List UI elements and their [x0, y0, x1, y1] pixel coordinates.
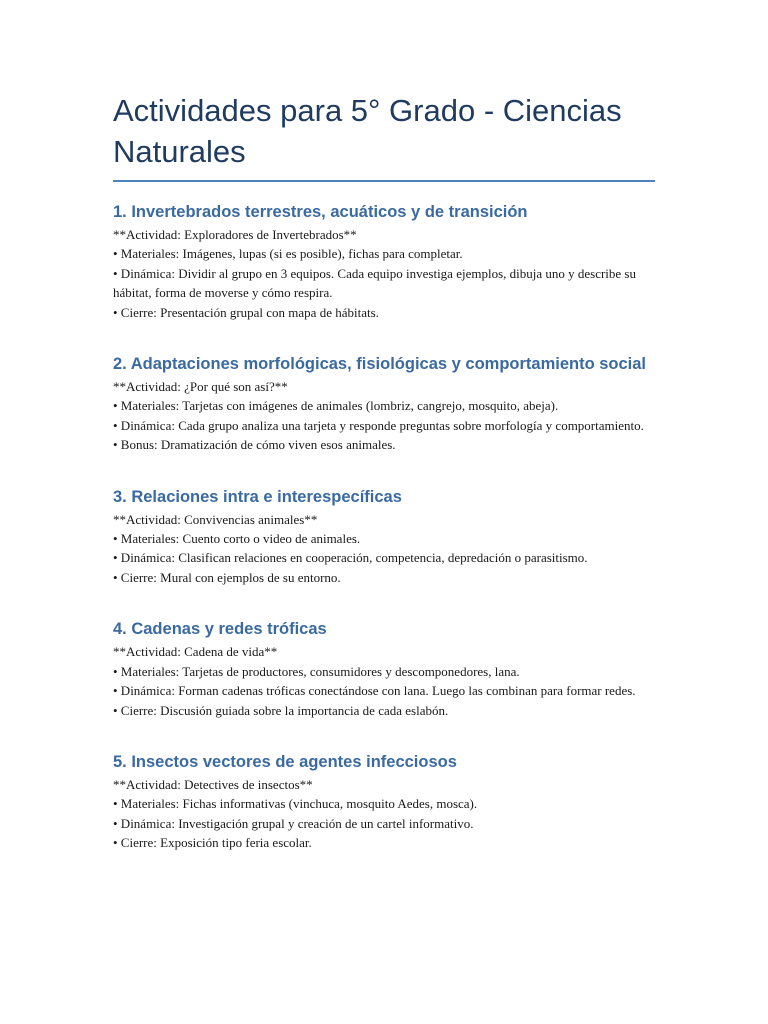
dynamics-line: • Dinámica: Forman cadenas tróficas conectándose con lana. Luego las combinan para formar redes.	[113, 683, 636, 699]
page-title: Actividades para 5° Grado - Ciencias Naturales	[113, 90, 655, 182]
section-body	[113, 225, 655, 322]
materials-line: • Materiales: Tarjetas de productores, consumidores y descomponedores, lana.	[113, 663, 520, 679]
section-body	[113, 775, 655, 853]
section-cadenas	[113, 618, 658, 720]
section-heading: 4. Cadenas y redes tróficas	[113, 620, 327, 639]
closing-line: • Cierre: Exposición tipo feria escolar.	[113, 835, 312, 851]
dynamics-line: • Dinámica: Investigación grupal y creación de un cartel informativo.	[113, 815, 474, 831]
dynamics-line: • Dinámica: Cada grupo analiza una tarjeta y responde preguntas sobre morfología y comportamiento.	[113, 417, 644, 433]
section-heading: 3. Relaciones intra e interespecíficas	[113, 487, 402, 506]
section-heading: 2. Adaptaciones morfológicas, fisiológicas y comportamiento social	[113, 355, 647, 374]
materials-line: • Materiales: Cuento corto o video de animales.	[113, 531, 361, 547]
section-insectos	[113, 751, 658, 853]
closing-line: • Cierre: Discusión guiada sobre la importancia de cada eslabón.	[113, 702, 449, 718]
activity-line: **Actividad: Exploradores de Invertebrados**	[113, 227, 357, 242]
section-relaciones	[113, 486, 658, 588]
activity-line: **Actividad: ¿Por qué son así?**	[113, 379, 288, 395]
section-body	[113, 510, 655, 588]
activity-line: **Actividad: Cadena de vida**	[113, 644, 278, 660]
section-invertebrados	[113, 201, 658, 322]
activity-line: **Actividad: Convivencias animales**	[113, 511, 318, 527]
section-body	[113, 642, 655, 720]
section-body	[113, 377, 655, 455]
materials-line: • Materiales: Tarjetas con imágenes de animales (lombriz, cangrejo, mosquito, abeja).	[113, 398, 559, 414]
activity-line: **Actividad: Detectives de insectos**	[113, 776, 313, 792]
section-heading: 1. Invertebrados terrestres, acuáticos y de transición	[113, 203, 528, 221]
dynamics-line: • Dinámica: Dividir al grupo en 3 equipos. Cada equipo investiga ejemplos, dibuja uno y describe su hábitat, forma de moverse y cómo respira.	[113, 265, 636, 301]
closing-line: • Cierre: Presentación grupal con mapa de hábitats.	[113, 304, 379, 320]
closing-line: • Cierre: Mural con ejemplos de su entorno.	[113, 569, 341, 585]
dynamics-line: • Dinámica: Clasifican relaciones en cooperación, competencia, depredación o parasitismo.	[113, 550, 588, 566]
section-heading: 5. Insectos vectores de agentes infecciosos	[113, 752, 457, 771]
section-adaptaciones	[113, 353, 658, 455]
bonus-line: • Bonus: Dramatización de cómo viven esos animales.	[113, 437, 396, 453]
materials-line: • Materiales: Imágenes, lupas (si es posible), fichas para completar.	[113, 246, 463, 262]
materials-line: • Materiales: Fichas informativas (vinchuca, mosquito Aedes, mosca).	[113, 796, 478, 812]
